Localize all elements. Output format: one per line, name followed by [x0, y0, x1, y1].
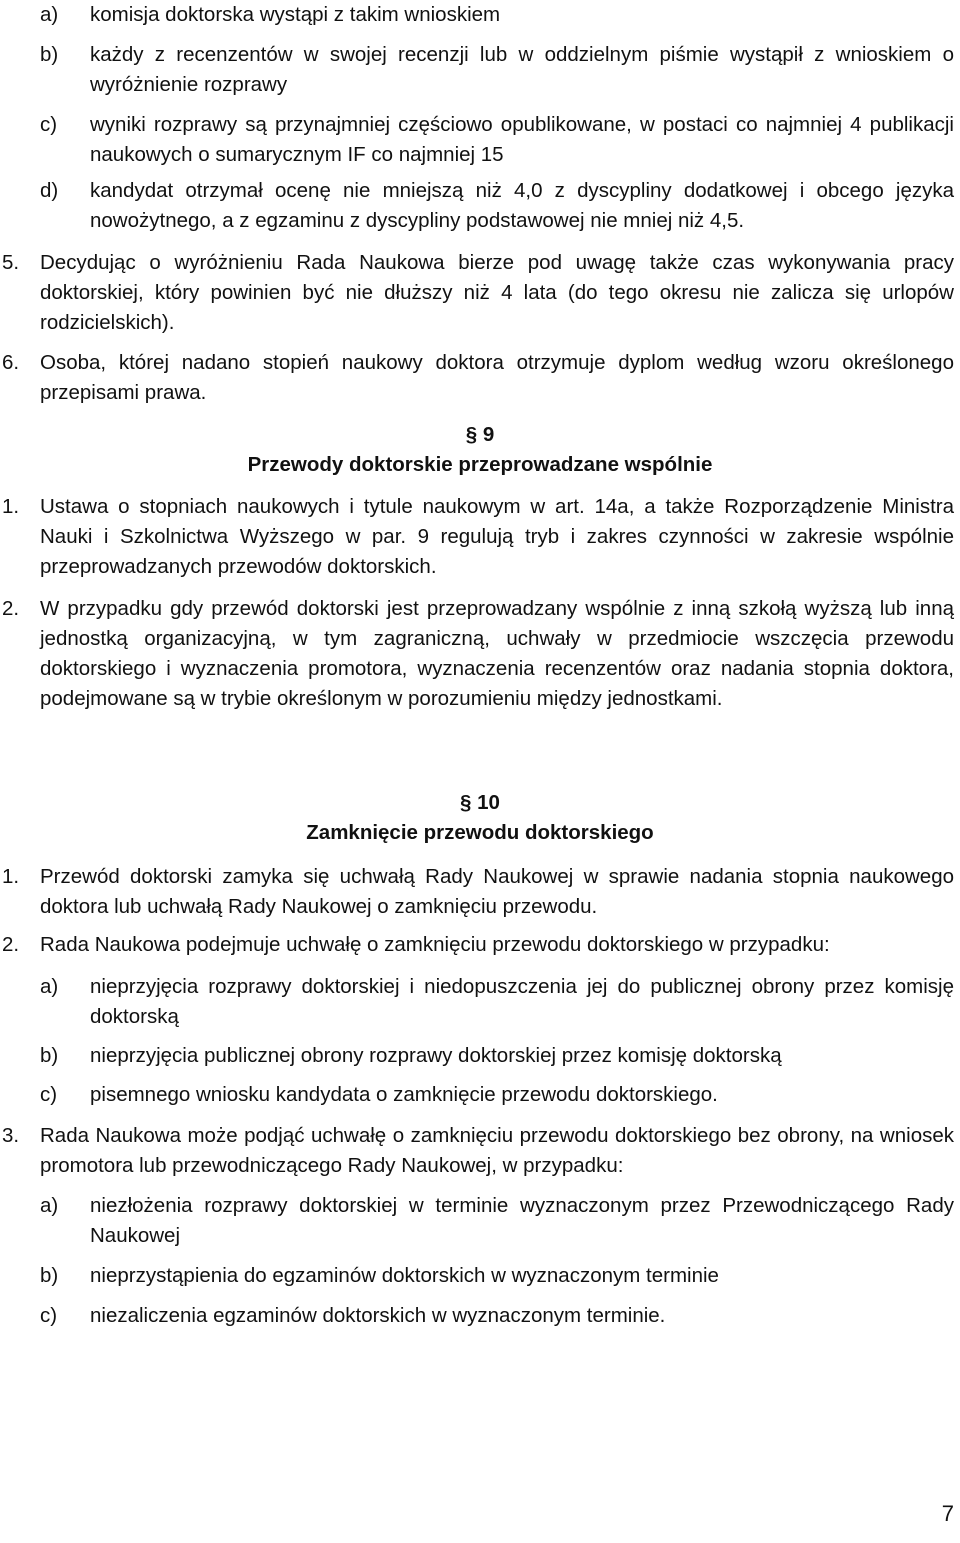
list-item-text: wyniki rozprawy są przynajmniej częściowo opublikowane, w postaci co najmniej 4 publikacji naukowych o sumarycznym IF co najmniej 15: [90, 113, 954, 166]
section-number: § 10: [460, 791, 500, 814]
point-text: Rada Naukowa może podjąć uchwałę o zamknięciu przewodu doktorskiego bez obrony, na wniosek promotora lub przewodniczącego Rady Naukowej, w przypadku:: [40, 1124, 954, 1177]
point-text: Ustawa o stopniach naukowych i tytule naukowym w art. 14a, a także Rozporządzenie Ministra Nauki i Szkolnictwa Wyższego w par. 9 regulują tryb i zakres czynności w zakresie wspólnie przeprowadzanych przewodów doktorskich.: [40, 495, 954, 578]
list-item-text: niezłożenia rozprawy doktorskiej w terminie wyznaczonym przez Przewodniczącego Rady Naukowej: [90, 1194, 954, 1247]
section-title: Przewody doktorskie przeprowadzane wspólnie: [247, 453, 713, 476]
numbered-point: [0, 348, 954, 408]
numbered-point: [0, 930, 954, 960]
point-text: Osoba, której nadano stopień naukowy doktora otrzymuje dyplom według wzoru określonego przepisami prawa.: [40, 351, 954, 404]
section-title: Zamknięcie przewodu doktorskiego: [306, 821, 654, 844]
list-item-label: a): [40, 3, 59, 26]
list-item: [38, 40, 954, 100]
list-item-label: a): [40, 975, 59, 998]
list-item: [38, 1261, 954, 1291]
list-item: [38, 110, 954, 170]
list-item-text: nieprzyjęcia rozprawy doktorskiej i niedopuszczenia jej do publicznej obrony przez komisję doktorską: [90, 975, 954, 1028]
point-number: 6.: [2, 351, 20, 374]
numbered-point: [0, 492, 954, 582]
list-item: [38, 972, 954, 1032]
list-item-label: c): [40, 113, 58, 136]
list-item-label: b): [40, 1264, 59, 1287]
list-item: [38, 1041, 954, 1071]
list-item: [38, 0, 954, 30]
list-item-label: a): [40, 1194, 59, 1217]
list-item-text: każdy z recenzentów w swojej recenzji lub w oddzielnym piśmie wystąpił z wnioskiem o wyróżnienie rozprawy: [90, 43, 954, 96]
numbered-point: [0, 862, 954, 922]
point-number: 1.: [2, 865, 20, 888]
point-text: Decydując o wyróżnieniu Rada Naukowa bierze pod uwagę także czas wykonywania pracy doktorskiej, który powinien być nie dłuższy niż 4 lata (do tego okresu nie zalicza się urlopów rodzicielskich).: [40, 251, 954, 334]
point-number: 5.: [2, 251, 20, 274]
list-item-text: pisemnego wniosku kandydata o zamknięcie przewodu doktorskiego.: [90, 1083, 718, 1106]
list-item: [38, 1080, 954, 1110]
page-number: 7: [941, 1501, 954, 1526]
list-item-text: komisja doktorska wystąpi z takim wnioskiem: [90, 3, 501, 26]
point-number: 2.: [2, 597, 20, 620]
list-item-label: d): [40, 179, 59, 202]
numbered-point: [0, 248, 954, 338]
list-item-text: niezaliczenia egzaminów doktorskich w wyznaczonym terminie.: [90, 1304, 666, 1327]
point-number: 1.: [2, 495, 20, 518]
list-item: [38, 1191, 954, 1251]
point-text: W przypadku gdy przewód doktorski jest przeprowadzany wspólnie z inną szkołą wyższą lub inną jednostką organizacyjną, w tym zagraniczną, uchwały w przedmiocie wszczęcia przewodu doktorskiego i wyznaczenia promotora, wyznaczenia recenzentów oraz nadania stopnia doktora, podejmowane są w trybie określonym w porozumieniu między jednostkami.: [40, 597, 954, 710]
list-item-label: c): [40, 1304, 58, 1327]
point-number: 3.: [2, 1124, 20, 1147]
point-number: 2.: [2, 933, 20, 956]
point-text: Przewód doktorski zamyka się uchwałą Rady Naukowej w sprawie nadania stopnia naukowego doktora lub uchwałą Rady Naukowej o zamknięciu przewodu.: [40, 865, 954, 918]
list-item-text: kandydat otrzymał ocenę nie mniejszą niż 4,0 z dyscypliny dodatkowej i obcego języka nowożytnego, a z egzaminu z dyscypliny podstawowej nie mniej niż 4,5.: [90, 179, 954, 232]
list-item-text: nieprzyjęcia publicznej obrony rozprawy doktorskiej przez komisję doktorską: [90, 1044, 782, 1067]
list-item: [38, 1301, 954, 1331]
list-item-text: nieprzystąpienia do egzaminów doktorskich w wyznaczonym terminie: [90, 1264, 719, 1287]
numbered-point: [0, 1121, 954, 1181]
list-item-label: b): [40, 43, 59, 66]
list-item-label: c): [40, 1083, 58, 1106]
numbered-point: [0, 594, 954, 714]
section-number: § 9: [465, 423, 495, 446]
point-text: Rada Naukowa podejmuje uchwałę o zamknięciu przewodu doktorskiego w przypadku:: [40, 933, 830, 956]
list-item: [38, 176, 954, 236]
list-item-label: b): [40, 1044, 59, 1067]
